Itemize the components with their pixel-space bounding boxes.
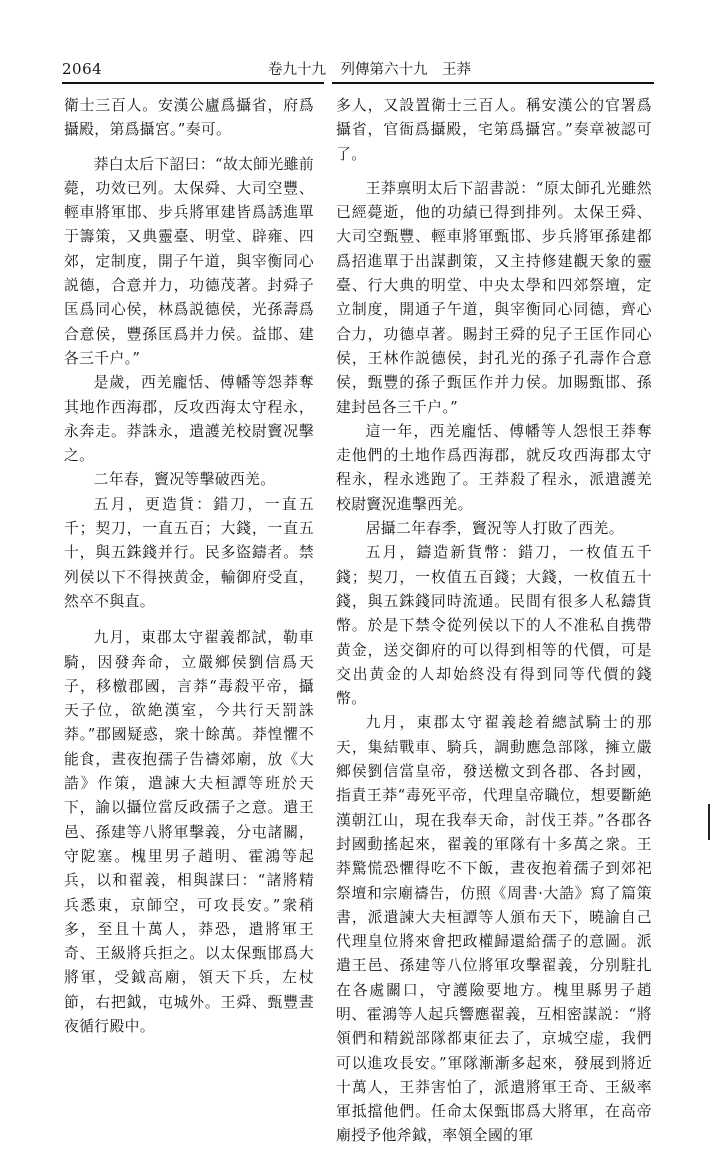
page-edge-mark: [708, 804, 710, 840]
vernacular-paragraph: 居攝二年春季，竇況等人打敗了西羌。: [365, 520, 624, 538]
vernacular-paragraph: 九月，東郡太守翟義趁着總試騎士的那天，集結戰車、騎兵，調動應急部隊，擁立嚴鄉侯劉信當皇帝，發送檄文到各郡、各封國，指責王莽“毒死平帝，代理皇帝職位，想要斷絶漢朝江山，現在我奉天命，討伐王莽。”各郡各封國動搖起來，翟義的軍隊有十多萬之衆。王莽驚慌恐懼得吃不下飯，晝夜抱着孺子到郊祀祭壇和宗廟禱告，仿照《周書·大誥》寫了篇策書，派遣諫大夫桓譚等人頒布天下，曉諭自己代理皇位將來會把政權歸還給孺子的意圖。派遣王邑、孫建等八位將軍攻擊翟義，分别駐扎在各處關口，守護險要地方。槐里縣男子趙明、霍鴻等人起兵響應翟義，互相密謀説：“將領們和精鋭部隊都東征去了，京城空虚，我們可以進攻長安。”軍隊漸漸多起來，發展到將近十萬人，王莽害怕了，派遣將軍王奇、王級率軍抵擋他們。任命太保甄邯爲大將軍，在高帝廟授予他斧鉞，率領全國的軍: [336, 714, 652, 1145]
page-header: [0, 0, 716, 86]
vernacular-paragraph: 五月，鑄造新貨幣：錯刀，一枚值五千錢；契刀，一枚值五百錢；大錢，一枚值五十錢，與五銖錢同時流通。民間有很多人私鑄貨幣。於是下禁令從列侯以下的人不准私自携帶黄金，送交御府的可以得到相等的代價，可是交出黄金的人却始終没有得到同等代價的錢幣。: [336, 544, 652, 708]
running-title: 卷九十九 列傳第六十九 王莽: [268, 62, 471, 78]
vernacular-paragraph: 多人，又設置衛士三百人。稱安漢公的官署爲攝省，官衙爲攝殿，宅第爲攝宮。”奏章被認可了。: [336, 97, 652, 163]
classical-paragraph: 莽白太后下詔曰：“故太師光雖前薨，功效已列。太保舜、大司空豐、輕車將軍邯、步兵將軍建皆爲誘進單于籌策，又典靈臺、明堂、辟雍、四郊，定制度，開子午道，與宰衡同心説德，合意并力，功德茂著。封舜子匡爲同心侯，林爲説德侯，光孫壽爲合意侯，豐孫匡爲并力侯。益邯、建各三千户。”: [64, 155, 314, 367]
vernacular-paragraph: 王莽禀明太后下詔書説：“原太師孔光雖然已經薨逝，他的功績已得到排列。太保王舜、大司空甄豐、輕車將軍甄邯、步兵將軍孫建都爲招進單于出謀劃策，又主持修建觀天象的靈臺、行大典的明堂、中央太學和四郊祭壇，定立制度，開通子午道，與宰衡同心同德，齊心合力，功德卓著。賜封王舜的兒子王匡作同心侯，王林作説德侯，封孔光的孫子孔壽作合意侯，甄豐的孫子甄匡作并力侯。加賜甄邯、孫建封邑各三千户。”: [336, 179, 652, 416]
header-rule-right: [332, 82, 654, 84]
classical-paragraph: 衛士三百人。安漢公廬爲攝省，府爲攝殿，第爲攝宮。”奏可。: [64, 97, 314, 139]
vernacular-text-column: [336, 94, 652, 1149]
vernacular-paragraph: 這一年，西羌龐恬、傅幡等人怨恨王莽奪走他們的土地作爲西海郡，就反攻西海郡太守程永，程永逃跑了。王莽殺了程永，派遣護羌校尉竇況進擊西羌。: [336, 422, 652, 513]
classical-paragraph: 是歲，西羌龐恬、傅幡等怨莽奪其地作西海郡，反攻西海太守程永，永奔走。莽誅永，遣護羌校尉竇况擊之。: [64, 374, 314, 465]
header-rule-left: [62, 82, 324, 84]
page-number: 2064: [62, 60, 103, 78]
classical-text-column: [64, 94, 314, 1039]
classical-paragraph: 五月，更造貨：錯刀，一直五千；契刀，一直五百；大錢，一直五十，與五銖錢并行。民多盜鑄者。禁列侯以下不得挾黄金，輸御府受直，然卒不與直。: [64, 495, 314, 610]
classical-paragraph: 二年春，竇况等擊破西羌。: [93, 471, 276, 489]
classical-paragraph: 九月，東郡太守翟義都試，勒車騎，因發奔命，立嚴鄉侯劉信爲天子，移檄郡國，言莽“毒殺平帝，攝天子位，欲絶漢室，今共行天罰誅莽。”郡國疑惑，衆十餘萬。莽惶懼不能食，晝夜抱孺子告禱郊廟，放《大誥》作策，遣諫大夫桓譚等班於天下，諭以攝位當反政孺子之意。遣王邑、孫建等八將軍擊義，分屯諸關，守阸塞。槐里男子趙明、霍鴻等起兵，以和翟義，相與謀曰：“諸將精兵悉東，京師空，可攻長安。”衆稍多，至且十萬人，莽恐，遣將軍王奇、王級將兵拒之。以太保甄邯爲大將軍，受鉞高廟，領天下兵，左杖節，右把鉞，屯城外。王舜、甄豐晝夜循行殿中。: [64, 629, 314, 1035]
